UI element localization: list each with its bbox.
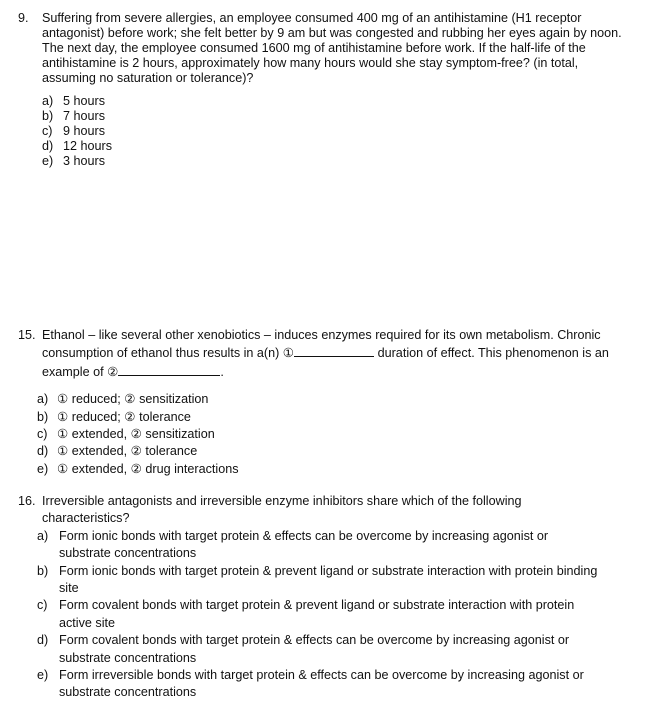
question-text: Irreversible antagonists and irreversible enzyme inhibitors share which of the following characteristics? (42, 494, 522, 526)
option-text: ① extended, ② tolerance (57, 444, 198, 459)
question-number: 15. (18, 328, 36, 342)
option-label: b) (42, 109, 54, 123)
answer-option[interactable] (37, 632, 603, 667)
question-16 (18, 493, 603, 702)
option-label: e) (37, 668, 49, 683)
option-text: Form covalent bonds with target protein & effects can be overcome by increasing agonist or substrate concentrations (59, 633, 570, 665)
option-label: e) (37, 461, 49, 476)
answer-options (18, 391, 636, 478)
option-label: c) (37, 427, 48, 442)
answer-option[interactable] (37, 461, 636, 478)
option-text: Form ionic bonds with target protein & prevent ligand or substrate interaction with protein binding site (59, 563, 598, 596)
question-9 (18, 11, 634, 169)
answer-option[interactable] (37, 426, 636, 443)
option-text: 7 hours (63, 109, 106, 123)
option-label: a) (37, 528, 49, 543)
answer-option[interactable] (37, 528, 603, 563)
question-text: Suffering from severe allergies, an employee consumed 400 mg of an antihistamine (H1 receptor antagonist) before work; she felt better by 9 am but was congested and rubbing her eyes again by noon. The next day, the employee consumed 1600 mg of antihistamine before work. If the half-life of the antihistamine is 2 hours, approximately how many hours would she stay symptom-free? (in total, assuming no saturation or tolerance)? (42, 11, 622, 85)
answer-option[interactable] (37, 391, 636, 408)
option-text: Form ionic bonds with target protein & effects can be overcome by increasing agonist or substrate concentrations (59, 528, 549, 561)
answer-option[interactable] (42, 124, 634, 139)
answer-option[interactable] (37, 597, 603, 632)
option-label: e) (42, 154, 54, 168)
question-text: . (220, 364, 224, 379)
answer-option[interactable] (37, 667, 603, 702)
answer-options (18, 94, 634, 169)
option-label: c) (37, 598, 48, 613)
question-text: duration of effect. This phenomenon is an example of ② (42, 346, 609, 379)
option-label: d) (42, 139, 54, 153)
option-text: ① extended, ② sensitization (57, 427, 215, 442)
answer-option[interactable] (37, 409, 636, 426)
option-text: 5 hours (63, 94, 106, 108)
option-text: Form irreversible bonds with target protein & effects can be overcome by increasing agonist or substrate concentrations (59, 668, 584, 700)
answer-option[interactable] (42, 154, 634, 169)
option-label: a) (42, 94, 54, 108)
fill-in-blank-1 (294, 344, 374, 357)
answer-options (18, 528, 603, 702)
option-label: d) (37, 444, 49, 459)
answer-option[interactable] (37, 563, 603, 598)
option-label: d) (37, 633, 49, 648)
question-stem (18, 11, 634, 86)
answer-option[interactable] (42, 94, 634, 109)
question-number: 9. (18, 11, 29, 25)
question-15 (18, 327, 636, 478)
option-text: 12 hours (63, 139, 113, 153)
option-label: a) (37, 392, 49, 407)
question-text: Ethanol – like several other xenobiotics – induces enzymes required for its own metabolism. Chronic consumption of ethanol thus results in a(n) ① (42, 328, 601, 361)
question-number: 16. (18, 494, 36, 508)
fill-in-blank-2 (118, 363, 220, 376)
question-stem (18, 327, 636, 381)
answer-option[interactable] (42, 109, 634, 124)
option-label: b) (37, 563, 49, 578)
option-text: ① extended, ② drug interactions (57, 461, 239, 476)
option-text: 3 hours (63, 154, 106, 168)
question-stem (18, 493, 572, 528)
option-text: ① reduced; ② tolerance (57, 409, 191, 424)
option-text: Form covalent bonds with target protein & prevent ligand or substrate interaction with protein active site (59, 598, 575, 630)
option-text: 9 hours (63, 124, 106, 138)
option-label: b) (37, 409, 49, 424)
answer-option[interactable] (42, 139, 634, 154)
option-text: ① reduced; ② sensitization (57, 392, 209, 407)
answer-option[interactable] (37, 443, 636, 460)
option-label: c) (42, 124, 53, 138)
